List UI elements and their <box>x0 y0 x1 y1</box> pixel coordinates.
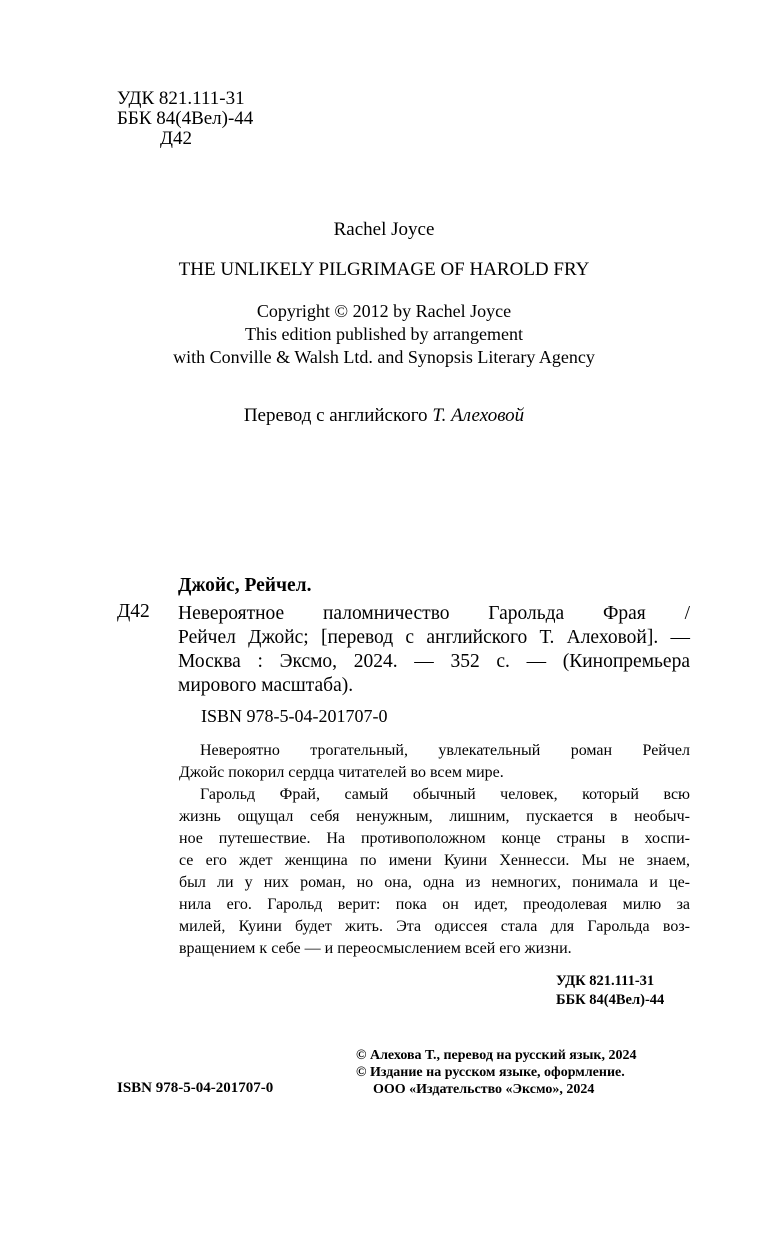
annotation-line: Гарольд Фрай, самый обычный человек, который всю <box>200 786 690 803</box>
annotation-line: милей, Куини будет жить. Эта одиссея стала для Гарольда воз- <box>179 918 690 935</box>
annotation-line: се его ждет женщина по имени Куини Хеннесси. Мы не знаем, <box>179 852 690 869</box>
original-title: THE UNLIKELY PILGRIMAGE OF HAROLD FRY <box>178 259 590 280</box>
annotation-line: Джойс покорил сердца читателей во всем мире. <box>179 764 504 781</box>
annotation-line: жизнь ощущал себя ненужным, лишним, пускается в необыч- <box>179 808 690 825</box>
udk-code: УДК 821.111-31 <box>117 88 245 109</box>
annotation-line: нила его. Гарольд верит: пока он идет, преодолевая милю за <box>179 896 690 913</box>
translation-prefix: Перевод с английского <box>243 405 428 426</box>
bibliographic-heading: Джойс, Рейчел. <box>178 575 312 596</box>
bbk-code: ББК 84(4Вел)-44 <box>117 108 254 129</box>
copyright-publisher: ООО «Издательство «Эксмо», 2024 <box>373 1082 595 1097</box>
copyright-line-3: with Conville & Walsh Ltd. and Synopsis Literary Agency <box>173 347 595 367</box>
bibliographic-line-4: мирового масштаба). <box>178 675 354 696</box>
annotation-line: ное путешествие. На противоположном конце страны в хоспи- <box>179 830 690 847</box>
footer-isbn: ISBN 978-5-04-201707-0 <box>117 1080 274 1096</box>
annotation-line: вращением к себе — и переосмыслением всей его жизни. <box>179 940 572 957</box>
translation-credit <box>0 405 768 427</box>
bibliographic-line-1: Невероятное паломничество Гарольда Фрая / <box>178 603 690 624</box>
copyright-translation: © Алехова Т., перевод на русский язык, 2024 <box>356 1048 637 1063</box>
bibliographic-line-3: Москва : Эксмо, 2024. — 352 с. — (Кинопремьера <box>178 651 690 672</box>
bibliographic-isbn: ISBN 978-5-04-201707-0 <box>201 706 388 726</box>
copyright-edition: © Издание на русском языке, оформление. <box>356 1065 625 1080</box>
footer-bbk-code: ББК 84(4Вел)-44 <box>556 992 665 1008</box>
copyright-line-1: Copyright © 2012 by Rachel Joyce <box>256 301 512 321</box>
annotation-line: Невероятно трогательный, увлекательный роман Рейчел <box>200 742 690 759</box>
copyright-line-2: This edition published by arrangement <box>245 324 523 344</box>
bibliographic-mark: Д42 <box>117 601 150 622</box>
author-mark: Д42 <box>160 128 192 149</box>
bibliographic-line-2: Рейчел Джойс; [перевод с английского Т. Алеховой]. — <box>178 627 690 648</box>
translator-name: Т. Алеховой <box>432 405 525 426</box>
annotation-line: был ли у них роман, но она, одна из немногих, понимала и це- <box>179 874 690 891</box>
original-author: Rachel Joyce <box>333 219 435 240</box>
footer-udk-code: УДК 821.111-31 <box>556 973 655 989</box>
